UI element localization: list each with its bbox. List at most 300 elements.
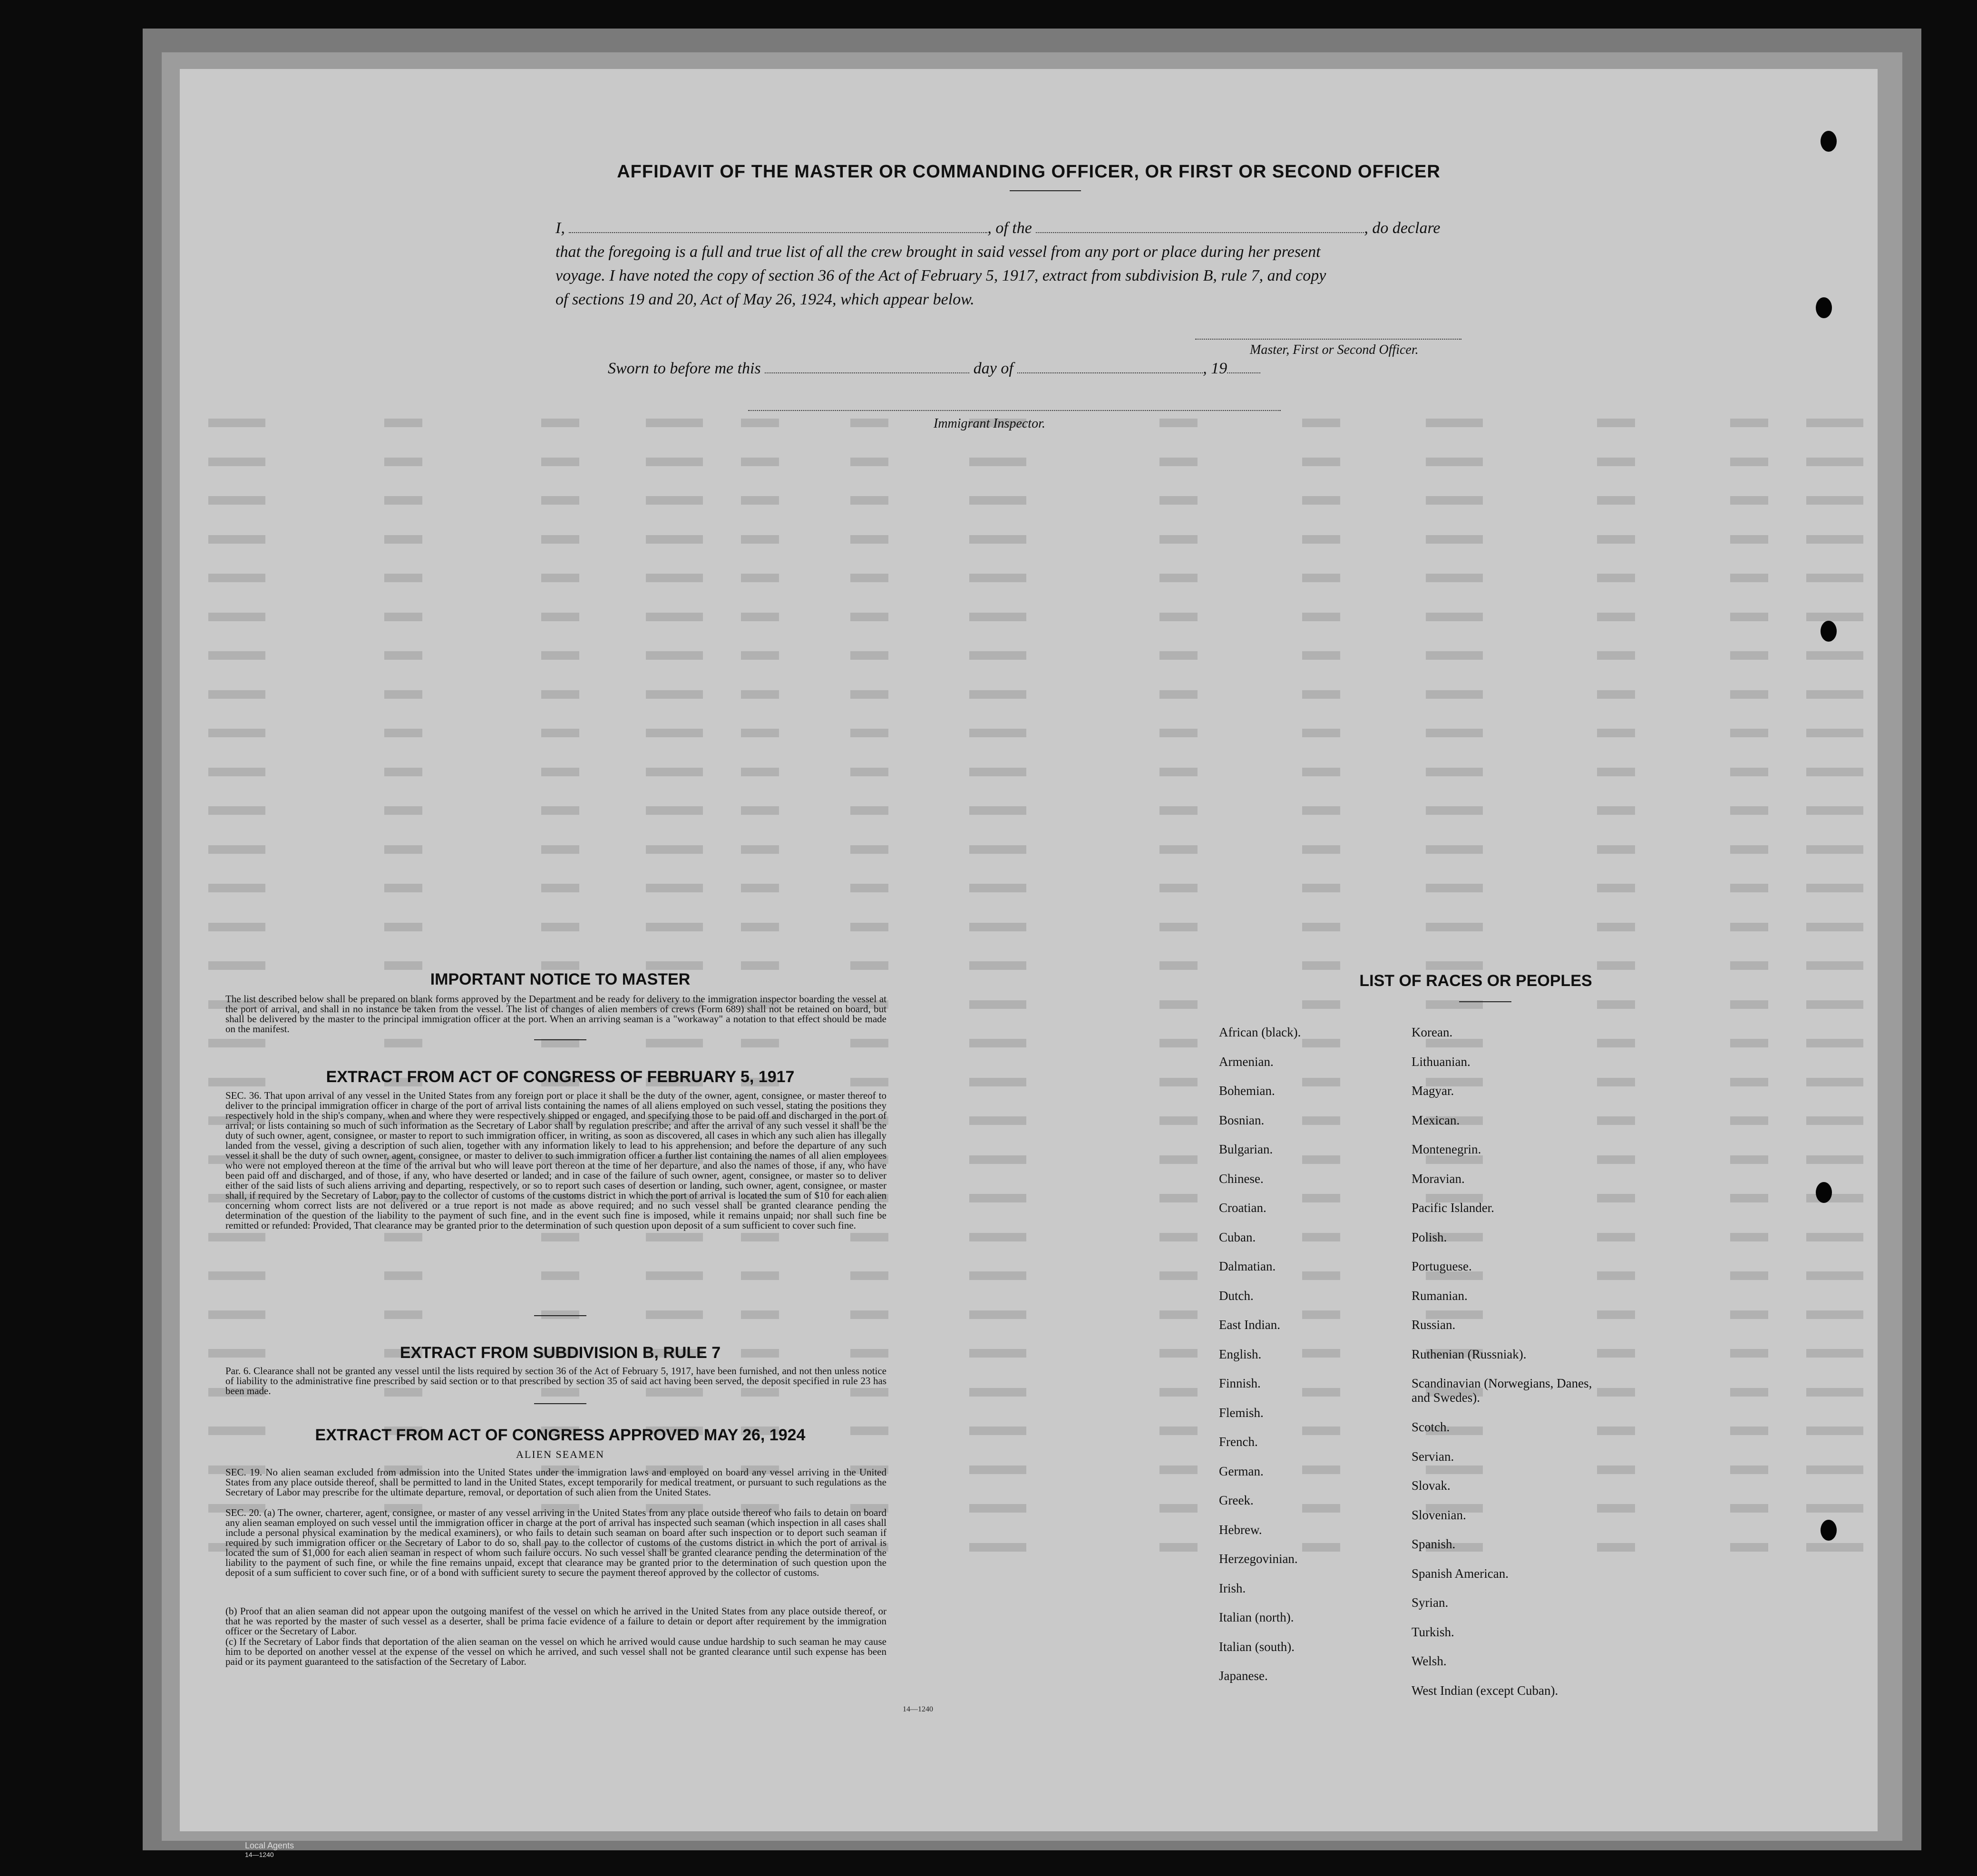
- bleed-through-mark: [969, 729, 1026, 737]
- bleed-through-mark: [1426, 651, 1483, 660]
- bleed-through-mark: [1730, 651, 1768, 660]
- bleed-through-mark: [384, 845, 422, 854]
- bleed-through-mark: [1806, 1233, 1863, 1241]
- bleed-through-mark: [1302, 496, 1340, 505]
- bleed-through-mark: [1302, 1388, 1340, 1397]
- bleed-through-mark: [541, 651, 579, 660]
- bleed-through-mark: [850, 923, 888, 931]
- bleed-through-mark: [1806, 535, 1863, 544]
- bleed-through-mark: [208, 845, 265, 854]
- race-item: Dutch.: [1219, 1288, 1254, 1303]
- bleed-through-mark: [1730, 961, 1768, 970]
- bleed-through-mark: [1730, 1388, 1768, 1397]
- alien-seamen-subtitle: ALIEN SEAMEN: [516, 1448, 604, 1460]
- bleed-through-mark: [969, 1000, 1026, 1009]
- bleed-through-mark: [1597, 419, 1635, 427]
- do-declare-label: , do declare: [1364, 219, 1441, 237]
- sworn-year-field[interactable]: [1227, 363, 1260, 373]
- bleed-through-mark: [541, 1233, 579, 1241]
- sworn-day-field[interactable]: [765, 363, 969, 373]
- stub-line-2: 14—1240: [245, 1851, 274, 1858]
- bleed-through-mark: [1159, 1388, 1198, 1397]
- bleed-through-mark: [646, 845, 703, 854]
- bleed-through-mark: [646, 690, 703, 699]
- bleed-through-mark: [969, 1427, 1026, 1435]
- bleed-through-mark: [384, 535, 422, 544]
- bleed-through-mark: [208, 1310, 265, 1319]
- bleed-through-mark: [1302, 961, 1340, 970]
- bleed-through-mark: [1806, 768, 1863, 776]
- bleed-through-mark: [1159, 768, 1198, 776]
- bleed-through-mark: [646, 1233, 703, 1241]
- bleed-through-mark: [850, 1310, 888, 1319]
- bleed-through-mark: [969, 1194, 1026, 1202]
- bleed-through-mark: [208, 1271, 265, 1280]
- bleed-through-mark: [1806, 1078, 1863, 1086]
- bleed-through-mark: [1302, 1116, 1340, 1125]
- bleed-through-mark: [384, 690, 422, 699]
- race-item: Bohemian.: [1219, 1084, 1275, 1098]
- bleed-through-mark: [969, 574, 1026, 582]
- bleed-through-mark: [850, 884, 888, 892]
- bleed-through-mark: [1159, 1000, 1198, 1009]
- bleed-through-mark: [1302, 923, 1340, 931]
- bleed-through-mark: [969, 1504, 1026, 1513]
- bleed-through-mark: [646, 574, 703, 582]
- bleed-through-mark: [969, 1233, 1026, 1241]
- bleed-through-mark: [1159, 1466, 1198, 1474]
- bleed-through-mark: [1730, 1233, 1768, 1241]
- bleed-through-mark: [646, 535, 703, 544]
- bleed-through-mark: [969, 1310, 1026, 1319]
- bleed-through-mark: [1730, 1078, 1768, 1086]
- race-item: French.: [1219, 1435, 1258, 1449]
- bleed-through-mark: [541, 961, 579, 970]
- bleed-through-mark: [1159, 690, 1198, 699]
- bleed-through-mark: [1159, 1310, 1198, 1319]
- race-item: Italian (north).: [1219, 1610, 1294, 1624]
- bleed-through-mark: [741, 613, 779, 621]
- bleed-through-mark: [1806, 1466, 1863, 1474]
- bleed-through-mark: [208, 613, 265, 621]
- bleed-through-mark: [1302, 1233, 1340, 1241]
- bleed-through-mark: [541, 613, 579, 621]
- bleed-through-mark: [208, 535, 265, 544]
- rule7-title: EXTRACT FROM SUBDIVISION B, RULE 7: [399, 1344, 721, 1362]
- bleed-through-mark: [208, 574, 265, 582]
- race-item: English.: [1219, 1347, 1262, 1361]
- bleed-through-mark: [1597, 961, 1635, 970]
- bleed-through-mark: [969, 806, 1026, 815]
- bleed-through-mark: [1806, 1271, 1863, 1280]
- bleed-through-mark: [1159, 1543, 1198, 1552]
- races-left-column: [1219, 1025, 1301, 1698]
- bleed-through-mark: [1302, 1543, 1340, 1552]
- bleed-through-row: [180, 646, 1878, 665]
- bleed-through-mark: [741, 1039, 779, 1047]
- bleed-through-mark: [1730, 1543, 1768, 1552]
- bleed-through-mark: [969, 1543, 1026, 1552]
- manifest-page-back: [180, 69, 1878, 1831]
- bleed-through-row: [180, 801, 1878, 821]
- bleed-through-row: [180, 879, 1878, 898]
- bleed-through-mark: [1730, 1466, 1768, 1474]
- races-right-column: [1412, 1025, 1611, 1712]
- notice-text: The list described below shall be prepared on blank forms approved by the Department and be ready for delivery to the immigration inspector boarding the vessel at the port of arrival, and shall in no instance be taken from the vessel. The list of changes of alien members of crews (Form 689) shall not be retained on board, but shall be delivered by the master to the principal immigration officer at the port. When an arriving seaman is a "workaway" a notation to that effect should be made on the manifest.: [225, 993, 886, 1035]
- bleed-through-mark: [1426, 845, 1483, 854]
- race-item: Hebrew.: [1219, 1522, 1262, 1537]
- bleed-through-mark: [1806, 651, 1863, 660]
- bleed-through-mark: [1730, 729, 1768, 737]
- extract-1924-sec19: SEC. 19. No alien seaman excluded from admission into the United States under the immigration laws and employed on board any vessel arriving in the United States from any place outside thereof, shall be permitted to land in the United States, except temporarily for medical treatment, or pursuant to such regulations as the Secretary of Labor may prescribe for the ultimate departure, removal, or deportation of such alien from the United States.: [225, 1466, 886, 1498]
- bleed-through-mark: [646, 1039, 703, 1047]
- bleed-through-mark: [384, 923, 422, 931]
- bleed-through-mark: [1426, 613, 1483, 621]
- bleed-through-mark: [541, 845, 579, 854]
- bleed-through-mark: [969, 1078, 1026, 1086]
- bleed-through-mark: [741, 574, 779, 582]
- bleed-through-mark: [646, 923, 703, 931]
- bleed-through-mark: [1159, 1078, 1198, 1086]
- bleed-through-mark: [1730, 884, 1768, 892]
- bleed-through-mark: [541, 768, 579, 776]
- bleed-through-mark: [1806, 1388, 1863, 1397]
- bleed-through-mark: [850, 729, 888, 737]
- affidavit-line-3: of sections 19 and 20, Act of May 26, 1924, which appear below.: [555, 291, 974, 308]
- bleed-through-mark: [541, 884, 579, 892]
- bleed-through-mark: [1302, 690, 1340, 699]
- master-signature-field[interactable]: [1195, 338, 1461, 340]
- bleed-through-mark: [541, 496, 579, 505]
- bleed-through-row: [180, 1306, 1878, 1325]
- bleed-through-mark: [969, 1116, 1026, 1125]
- bleed-through-mark: [1302, 1194, 1340, 1202]
- race-item: Italian (south).: [1219, 1639, 1295, 1654]
- notice-title: IMPORTANT NOTICE TO MASTER: [430, 970, 691, 988]
- extract-1924-sec20a: SEC. 20. (a) The owner, charterer, agent, consignee, or master of any vessel arriving in the United States from any place outside thereof who fails to detain on board any alien seaman employed on such vessel until the immigration officer in charge at the port of arrival has inspected such seaman (which inspection in all cases shall include a personal physical examination by the medical examiners), or who fails to detain such seaman on board after such inspection or to deport such seaman if required by such immigration officer or the Secretary of Labor to do so, shall pay to the collector of customs of the customs district in which the port of arrival is located the sum of $1,000 for each alien seaman in respect of whom such failure occurs. No such vessel shall be granted clearance pending the determination of the liability to the payment of such fine, or while the fine remains unpaid, except that clearance may be granted prior to the determination of such question upon the deposit of a sum sufficient to cover such fine, or of a bond with sufficient surety to secure the payment thereof approved by the collector of customs.: [225, 1507, 886, 1578]
- bleed-through-mark: [646, 768, 703, 776]
- bleed-through-mark: [969, 613, 1026, 621]
- race-item: Cuban.: [1219, 1230, 1256, 1244]
- bleed-through-mark: [646, 496, 703, 505]
- bleed-through-mark: [741, 884, 779, 892]
- bleed-through-row: [180, 685, 1878, 704]
- race-item: Montenegrin.: [1412, 1142, 1481, 1156]
- extract-1917-rule: [534, 1315, 586, 1316]
- race-item: Flemish.: [1219, 1405, 1264, 1420]
- bleed-through-mark: [1730, 1349, 1768, 1358]
- bleed-through-mark: [1730, 1310, 1768, 1319]
- bleed-through-mark: [1302, 458, 1340, 466]
- notice-rule: [534, 1039, 586, 1040]
- bleed-through-row: [180, 918, 1878, 937]
- bleed-through-mark: [541, 729, 579, 737]
- bleed-through-mark: [1730, 613, 1768, 621]
- bleed-through-mark: [1302, 768, 1340, 776]
- bleed-through-mark: [850, 690, 888, 699]
- bleed-through-mark: [1730, 535, 1768, 544]
- bleed-through-mark: [741, 1310, 779, 1319]
- race-item: Moravian.: [1412, 1171, 1465, 1186]
- bleed-through-mark: [541, 535, 579, 544]
- race-item: Dalmatian.: [1219, 1259, 1276, 1273]
- bleed-through-mark: [1597, 651, 1635, 660]
- bleed-through-mark: [1597, 729, 1635, 737]
- bleed-through-mark: [1159, 806, 1198, 815]
- sworn-label: Sworn to before me this: [608, 360, 761, 377]
- bleed-through-mark: [1730, 768, 1768, 776]
- race-item: Scandinavian (Norwegians, Danes, and Swedes).: [1412, 1376, 1592, 1405]
- bleed-through-mark: [1426, 496, 1483, 505]
- bleed-through-mark: [1730, 806, 1768, 815]
- sworn-line: [608, 357, 1464, 381]
- bleed-through-mark: [1806, 613, 1863, 621]
- bleed-through-mark: [1806, 1194, 1863, 1202]
- bleed-through-row: [180, 491, 1878, 510]
- of-the-label: , of the: [987, 219, 1032, 237]
- bleed-through-mark: [1426, 806, 1483, 815]
- bleed-through-mark: [1426, 923, 1483, 931]
- race-item: Welsh.: [1412, 1654, 1447, 1668]
- bleed-through-mark: [1806, 1000, 1863, 1009]
- bleed-through-mark: [208, 806, 265, 815]
- bleed-through-mark: [741, 806, 779, 815]
- bleed-through-mark: [850, 458, 888, 466]
- bleed-through-mark: [384, 1039, 422, 1047]
- bleed-through-mark: [969, 961, 1026, 970]
- bleed-through-mark: [384, 806, 422, 815]
- signature-caption: Master, First or Second Officer.: [1250, 342, 1419, 357]
- bleed-through-mark: [969, 1466, 1026, 1474]
- bleed-through-mark: [646, 806, 703, 815]
- bleed-through-mark: [541, 458, 579, 466]
- extract-1924-title: EXTRACT FROM ACT OF CONGRESS APPROVED MAY 26, 1924: [315, 1426, 806, 1444]
- bleed-through-mark: [969, 651, 1026, 660]
- bleed-through-mark: [646, 884, 703, 892]
- bleed-through-mark: [384, 1310, 422, 1319]
- race-item: Korean.: [1412, 1025, 1453, 1039]
- race-item: Finnish.: [1219, 1376, 1261, 1390]
- bleed-through-mark: [1159, 651, 1198, 660]
- bleed-through-mark: [208, 961, 265, 970]
- bleed-through-mark: [1806, 806, 1863, 815]
- bleed-through-mark: [969, 535, 1026, 544]
- bleed-through-mark: [1159, 884, 1198, 892]
- bleed-through-mark: [1806, 419, 1863, 427]
- bleed-through-mark: [1806, 458, 1863, 466]
- affidavit-line-2: voyage. I have noted the copy of section 36 of the Act of February 5, 1917, extract from subdivision B, rule 7, and copy: [555, 267, 1326, 284]
- bleed-through-mark: [1302, 535, 1340, 544]
- extract-1917-text: SEC. 36. That upon arrival of any vessel in the United States from any foreign port or place it shall be the duty of the owner, agent, consignee, or master thereof to deliver to the principal immigration officer in charge of the port of arrival lists containing the names of all aliens employed on such vessel, stating the positions they respectively hold in the ship's company, when and where they were respectively shipped or engaged, and specifying those to be paid off and discharged in the port of arrival; or lists containing so much of such information as the Secretary of Labor shall by regulation prescribe; and after the arrival of any such vessel it shall be the duty of such owner, agent, consignee, or master to report to such immigration officer, in writing, as soon as discovered, all cases in which any such alien has illegally landed from the vessel, giving a description of such alien, together with any information likely to lead to his apprehension; and before the departure of any such vessel it shall be the duty of such owner, agent, consignee, or master to deliver to such immigration officer a further list containing the names of all alien employees who were not employed thereon at the time of the arrival but who will leave port thereon at the time of her departure, and also the names of those, if any, who have been paid off and discharged, and of those, if any, who have deserted or landed; and in case of the failure of such owner, agent, consignee, or master so to deliver either of the said lists of such aliens arriving and departing, respectively, or so to report such cases of desertion or landing, such owner, agent, consignee, or master shall, if required by the Secretary of Labor, pay to the collector of customs of the customs district in which the port of arrival is located the sum of $10 for each alien concerning whom correct lists are not delivered or a true report is not made as above required; and no such vessel shall be granted clearance pending the determination of the question of the liability to the payment of such fine, and in the event such fine is imposed, while it remains unpaid; nor shall such fine be remitted or refunded: Provided, That clearance may be granted prior to the determination of such question upon deposit of a sum sufficient to cover such fine.: [225, 1090, 886, 1231]
- inspector-caption: Immigrant Inspector.: [934, 416, 1045, 431]
- bleed-through-mark: [541, 806, 579, 815]
- bleed-through-mark: [1806, 1543, 1863, 1552]
- bleed-through-mark: [1159, 1116, 1198, 1125]
- race-item: Slovenian.: [1412, 1507, 1466, 1522]
- inspector-signature-field[interactable]: [748, 409, 1281, 411]
- bleed-through-mark: [1806, 1504, 1863, 1513]
- bleed-through-mark: [1730, 1039, 1768, 1047]
- race-item: Ruthenian (Russniak).: [1412, 1347, 1527, 1361]
- bleed-through-row: [180, 1034, 1878, 1053]
- bleed-through-mark: [541, 923, 579, 931]
- bleed-through-mark: [969, 1271, 1026, 1280]
- bleed-through-mark: [1159, 458, 1198, 466]
- bleed-through-mark: [208, 651, 265, 660]
- race-item: Japanese.: [1219, 1669, 1268, 1683]
- race-item: Portuguese.: [1412, 1259, 1472, 1273]
- bleed-through-mark: [741, 729, 779, 737]
- bleed-through-mark: [646, 729, 703, 737]
- race-item: Croatian.: [1219, 1201, 1266, 1215]
- bleed-through-mark: [1806, 1116, 1863, 1125]
- year-prefix: , 19: [1203, 360, 1227, 377]
- bleed-through-mark: [1159, 1039, 1198, 1047]
- bleed-through-row: [180, 530, 1878, 549]
- bleed-through-mark: [384, 1233, 422, 1241]
- bleed-through-mark: [741, 535, 779, 544]
- bleed-through-mark: [1730, 845, 1768, 854]
- bleed-through-mark: [1730, 1271, 1768, 1280]
- bleed-through-mark: [1730, 1504, 1768, 1513]
- bleed-through-row: [180, 1267, 1878, 1286]
- bleed-through-row: [180, 724, 1878, 743]
- bleed-through-mark: [1159, 1194, 1198, 1202]
- bleed-through-mark: [1302, 1504, 1340, 1513]
- bleed-through-mark: [969, 1349, 1026, 1358]
- bleed-through-mark: [1426, 768, 1483, 776]
- bleed-through-mark: [1597, 574, 1635, 582]
- affidavit-line-1: that the foregoing is a full and true list of all the crew brought in said vessel from any port or place during her present: [555, 243, 1321, 261]
- bleed-through-mark: [969, 884, 1026, 892]
- bleed-through-mark: [384, 574, 422, 582]
- race-item: Turkish.: [1412, 1624, 1454, 1639]
- bleed-through-mark: [208, 458, 265, 466]
- bleed-through-mark: [541, 690, 579, 699]
- bleed-through-mark: [1302, 1466, 1340, 1474]
- bleed-through-mark: [850, 806, 888, 815]
- bleed-through-row: [180, 569, 1878, 588]
- bleed-through-mark: [1597, 768, 1635, 776]
- bleed-through-mark: [969, 1155, 1026, 1164]
- bleed-through-mark: [1730, 1155, 1768, 1164]
- bleed-through-mark: [1597, 535, 1635, 544]
- bleed-through-mark: [1597, 806, 1635, 815]
- bleed-through-row: [180, 453, 1878, 472]
- bleed-through-mark: [1730, 690, 1768, 699]
- bleed-through-mark: [646, 1310, 703, 1319]
- bleed-through-row: [180, 608, 1878, 627]
- bleed-through-mark: [850, 1039, 888, 1047]
- bleed-through-mark: [1597, 845, 1635, 854]
- bleed-through-mark: [1159, 613, 1198, 621]
- race-item: African (black).: [1219, 1025, 1301, 1039]
- bleed-through-mark: [541, 419, 579, 427]
- race-item: Servian.: [1412, 1449, 1454, 1464]
- bleed-through-mark: [1159, 845, 1198, 854]
- bleed-through-mark: [1159, 1233, 1198, 1241]
- bleed-through-mark: [384, 613, 422, 621]
- bleed-through-mark: [646, 961, 703, 970]
- bleed-through-mark: [1597, 923, 1635, 931]
- bleed-through-mark: [850, 419, 888, 427]
- bleed-through-mark: [1597, 458, 1635, 466]
- day-of-label: day of: [973, 360, 1013, 377]
- race-item: Rumanian.: [1412, 1288, 1468, 1303]
- race-item: Slovak.: [1412, 1478, 1451, 1493]
- bleed-through-mark: [850, 574, 888, 582]
- bleed-through-row: [180, 763, 1878, 782]
- bleed-through-mark: [1159, 419, 1198, 427]
- master-name-field[interactable]: [569, 223, 987, 233]
- bleed-through-mark: [1806, 1310, 1863, 1319]
- title-rule: [1010, 190, 1081, 191]
- bleed-through-mark: [969, 1039, 1026, 1047]
- bleed-through-mark: [541, 574, 579, 582]
- bleed-through-mark: [208, 729, 265, 737]
- bleed-through-mark: [1159, 1155, 1198, 1164]
- bleed-through-mark: [208, 1233, 265, 1241]
- race-item: Mexican.: [1412, 1113, 1460, 1127]
- bleed-through-mark: [1426, 690, 1483, 699]
- bleed-through-mark: [1806, 690, 1863, 699]
- bleed-through-mark: [969, 496, 1026, 505]
- race-item: West Indian (except Cuban).: [1412, 1683, 1558, 1698]
- bleed-through-mark: [969, 690, 1026, 699]
- race-item: Russian.: [1412, 1318, 1456, 1332]
- race-item: Bosnian.: [1219, 1113, 1265, 1127]
- bleed-through-mark: [1302, 845, 1340, 854]
- bleed-through-mark: [1730, 458, 1768, 466]
- bleed-through-mark: [384, 884, 422, 892]
- bleed-through-mark: [541, 1310, 579, 1319]
- bleed-through-mark: [384, 651, 422, 660]
- bleed-through-mark: [1426, 458, 1483, 466]
- race-item: Magyar.: [1412, 1084, 1454, 1098]
- bleed-through-mark: [1302, 651, 1340, 660]
- bleed-through-mark: [1597, 496, 1635, 505]
- bleed-through-mark: [646, 1271, 703, 1280]
- bleed-through-mark: [850, 961, 888, 970]
- bleed-through-mark: [1302, 806, 1340, 815]
- race-item: Pacific Islander.: [1412, 1201, 1494, 1215]
- bleed-through-mark: [1597, 1000, 1635, 1009]
- bleed-through-mark: [850, 768, 888, 776]
- bleed-through-mark: [1426, 535, 1483, 544]
- bleed-through-mark: [969, 845, 1026, 854]
- bleed-through-mark: [1597, 690, 1635, 699]
- bleed-through-mark: [850, 651, 888, 660]
- vessel-name-field[interactable]: [1036, 223, 1364, 233]
- extract-1924-sec20c: (c) If the Secretary of Labor finds that deportation of the alien seaman on the vessel on which he arrived would cause undue hardship to such seaman he may cause him to be deported on another vessel at the expense of the vessel on which he arrived, and such vessel shall not be granted clearance until such expense has been paid or its payment guaranteed to the satisfaction of the Secretary of Labor.: [225, 1636, 886, 1667]
- bleed-through-mark: [1159, 961, 1198, 970]
- bleed-through-mark: [741, 845, 779, 854]
- race-item: Armenian.: [1219, 1054, 1274, 1069]
- binder-hole: [1821, 621, 1837, 642]
- race-item: Bulgarian.: [1219, 1142, 1273, 1156]
- bleed-through-mark: [384, 729, 422, 737]
- binder-hole: [1816, 1182, 1832, 1203]
- bleed-through-mark: [1159, 729, 1198, 737]
- bleed-through-mark: [384, 768, 422, 776]
- bleed-through-mark: [1730, 1427, 1768, 1435]
- race-item: Syrian.: [1412, 1595, 1449, 1610]
- bleed-through-mark: [850, 496, 888, 505]
- bleed-through-mark: [1159, 1271, 1198, 1280]
- race-item: Chinese.: [1219, 1171, 1264, 1186]
- stub-line-1: Local Agents: [245, 1841, 294, 1850]
- sworn-month-field[interactable]: [1017, 363, 1203, 373]
